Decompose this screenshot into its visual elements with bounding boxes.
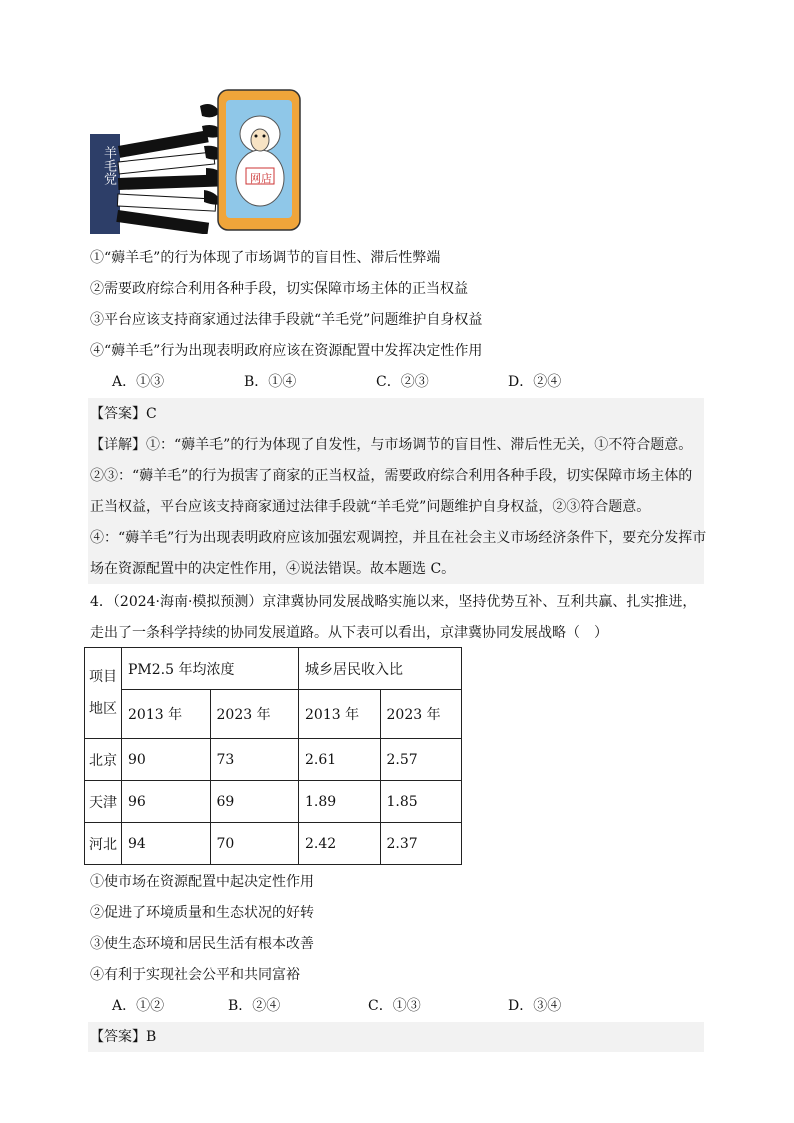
q4-statement: ④有利于实现社会公平和共同富裕 [90, 967, 300, 983]
q3-statement: ④“薅羊毛”行为出现表明政府应该在资源配置中发挥决定性作用 [90, 343, 483, 359]
region-cell: 河北 [85, 823, 122, 865]
region-cell: 北京 [85, 739, 122, 781]
q4-data-table [84, 647, 462, 865]
table-row [85, 823, 462, 865]
table-cell: 2.42 [299, 823, 381, 865]
q3-option-a: A．①③ [112, 374, 165, 390]
year-header: 2013 年 [299, 690, 381, 739]
table-cell: 96 [122, 781, 211, 823]
table-cell: 73 [210, 739, 299, 781]
table-cell: 1.89 [299, 781, 381, 823]
table-cell: 1.85 [380, 781, 462, 823]
q3-explain-line: 场在资源配置中的决定性作用，④说法错误。故本题选 C。 [90, 561, 456, 577]
table-cell: 90 [122, 739, 211, 781]
q4-answer-block [88, 1022, 704, 1052]
sheep-icon [236, 116, 284, 206]
q4-option-d: D．③④ [508, 998, 562, 1014]
year-header: 2023 年 [210, 690, 299, 739]
q4-option-a: A．①② [112, 998, 165, 1014]
q3-explain-line: ②③：“薅羊毛”的行为损害了商家的正当权益，需要政府综合利用各种手段，切实保障市场主体的 [90, 468, 693, 484]
corner-top-label: 项目 [89, 669, 117, 685]
region-cell: 天津 [85, 781, 122, 823]
q3-statement: ②需要政府综合利用各种手段，切实保障市场主体的正当权益 [90, 281, 468, 297]
shop-label: 网店 [250, 172, 272, 185]
group-header-pm25: PM2.5 年均浓度 [122, 648, 299, 690]
table-cell: 70 [210, 823, 299, 865]
q3-answer: 【答案】C [90, 406, 157, 422]
grabbing-arms-icon [116, 104, 226, 234]
q4-option-b: B．②④ [228, 998, 281, 1014]
q4-stem-line: 走出了一条科学持续的协同发展道路。从下表可以看出，京津冀协同发展战略（ ） [90, 625, 608, 641]
q4-stem-line: 4．（2024·海南·模拟预测）京津冀协同发展战略实施以来，坚持优势互补、互利共赢、扎实推进， [90, 594, 697, 610]
q3-explain-line: 正当权益，平台应该支持商家通过法律手段就“羊毛党”问题维护自身权益，②③符合题意。 [90, 499, 651, 515]
table-corner-header [85, 648, 122, 739]
corner-bottom-label: 地区 [89, 701, 117, 717]
table-cell: 2.61 [299, 739, 381, 781]
q3-statement: ①“薅羊毛”的行为体现了市场调节的盲目性、滞后性弊端 [90, 250, 441, 266]
cartoon-illustration [90, 86, 304, 234]
q4-answer: 【答案】B [90, 1029, 157, 1045]
table-cell: 94 [122, 823, 211, 865]
q4-statement: ②促进了环境质量和生态状况的好转 [90, 905, 314, 921]
table-cell: 69 [210, 781, 299, 823]
table-row [85, 781, 462, 823]
table-cell: 2.37 [380, 823, 462, 865]
q3-option-d: D．②④ [508, 374, 562, 390]
group-header-income-ratio: 城乡居民收入比 [299, 648, 462, 690]
q3-option-c: C．②③ [376, 374, 429, 390]
year-header: 2023 年 [380, 690, 462, 739]
q3-explain-line: 【详解】①：“薅羊毛”的行为体现了自发性，与市场调节的盲目性、滞后性无关，①不符合题意。 [90, 437, 693, 453]
q4-statement: ①使市场在资源配置中起决定性作用 [90, 874, 314, 890]
q4-option-c: C．①③ [368, 998, 421, 1014]
year-header: 2013 年 [122, 690, 211, 739]
q3-option-b: B．①④ [244, 374, 297, 390]
table-row [85, 739, 462, 781]
q3-statement: ③平台应该支持商家通过法律手段就“羊毛党”问题维护自身权益 [90, 312, 483, 328]
q4-statement: ③使生态环境和居民生活有根本改善 [90, 936, 314, 952]
sign-text: 羊毛党 [101, 146, 116, 185]
q3-explain-line: ④：“薅羊毛”行为出现表明政府应该加强宏观调控，并且在社会主义市场经济条件下，要充分发挥市 [90, 530, 707, 546]
table-cell: 2.57 [380, 739, 462, 781]
q3-answer-block [88, 398, 707, 584]
